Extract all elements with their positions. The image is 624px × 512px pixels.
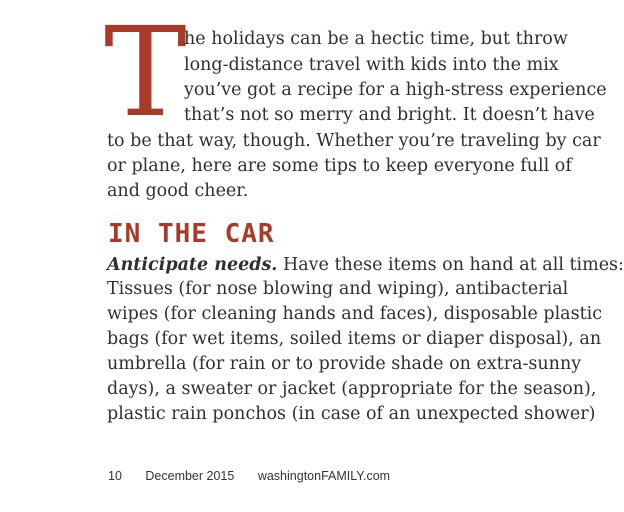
- intro-line-3: you’ve got a recipe for a high-stress experience: [184, 80, 607, 100]
- body-line-1-text: Have these items on hand at all times:: [277, 255, 624, 275]
- body-line-4: bags (for wet items, soiled items or diaper disposal), an: [107, 329, 602, 349]
- website-link[interactable]: washingtonFAMILY.com: [257, 469, 391, 483]
- lead-in: Anticipate needs.: [107, 255, 278, 275]
- intro-line-7: and good cheer.: [107, 181, 249, 201]
- intro-line-2: long-distance travel with kids into the mix: [184, 55, 559, 75]
- body-line-2: Tissues (for nose blowing and wiping), antibacterial: [107, 279, 569, 299]
- intro-line-4: that’s not so merry and bright. It doesn’t have: [184, 105, 595, 125]
- drop-cap: T: [104, 1, 187, 145]
- page-footer: [108, 468, 410, 484]
- body-line-5: umbrella (for rain or to provide shade on extra-sunny: [107, 354, 582, 374]
- body-line-7: plastic rain ponchos (in case of an unexpected shower): [107, 404, 596, 424]
- issue-date: December 2015: [145, 469, 235, 483]
- section-heading: IN THE CAR: [108, 219, 275, 249]
- body-line-6: days), a sweater or jacket (appropriate for the season),: [107, 379, 597, 399]
- page-number: 10: [108, 469, 122, 483]
- intro-line-6: or plane, here are some tips to keep everyone full of: [107, 156, 572, 176]
- body-line-3: wipes (for cleaning hands and faces), disposable plastic: [107, 304, 603, 324]
- intro-line-1: he holidays can be a hectic time, but throw: [184, 29, 568, 49]
- body-line-1: [107, 253, 624, 277]
- intro-line-5: to be that way, though. Whether you’re traveling by car: [107, 131, 601, 151]
